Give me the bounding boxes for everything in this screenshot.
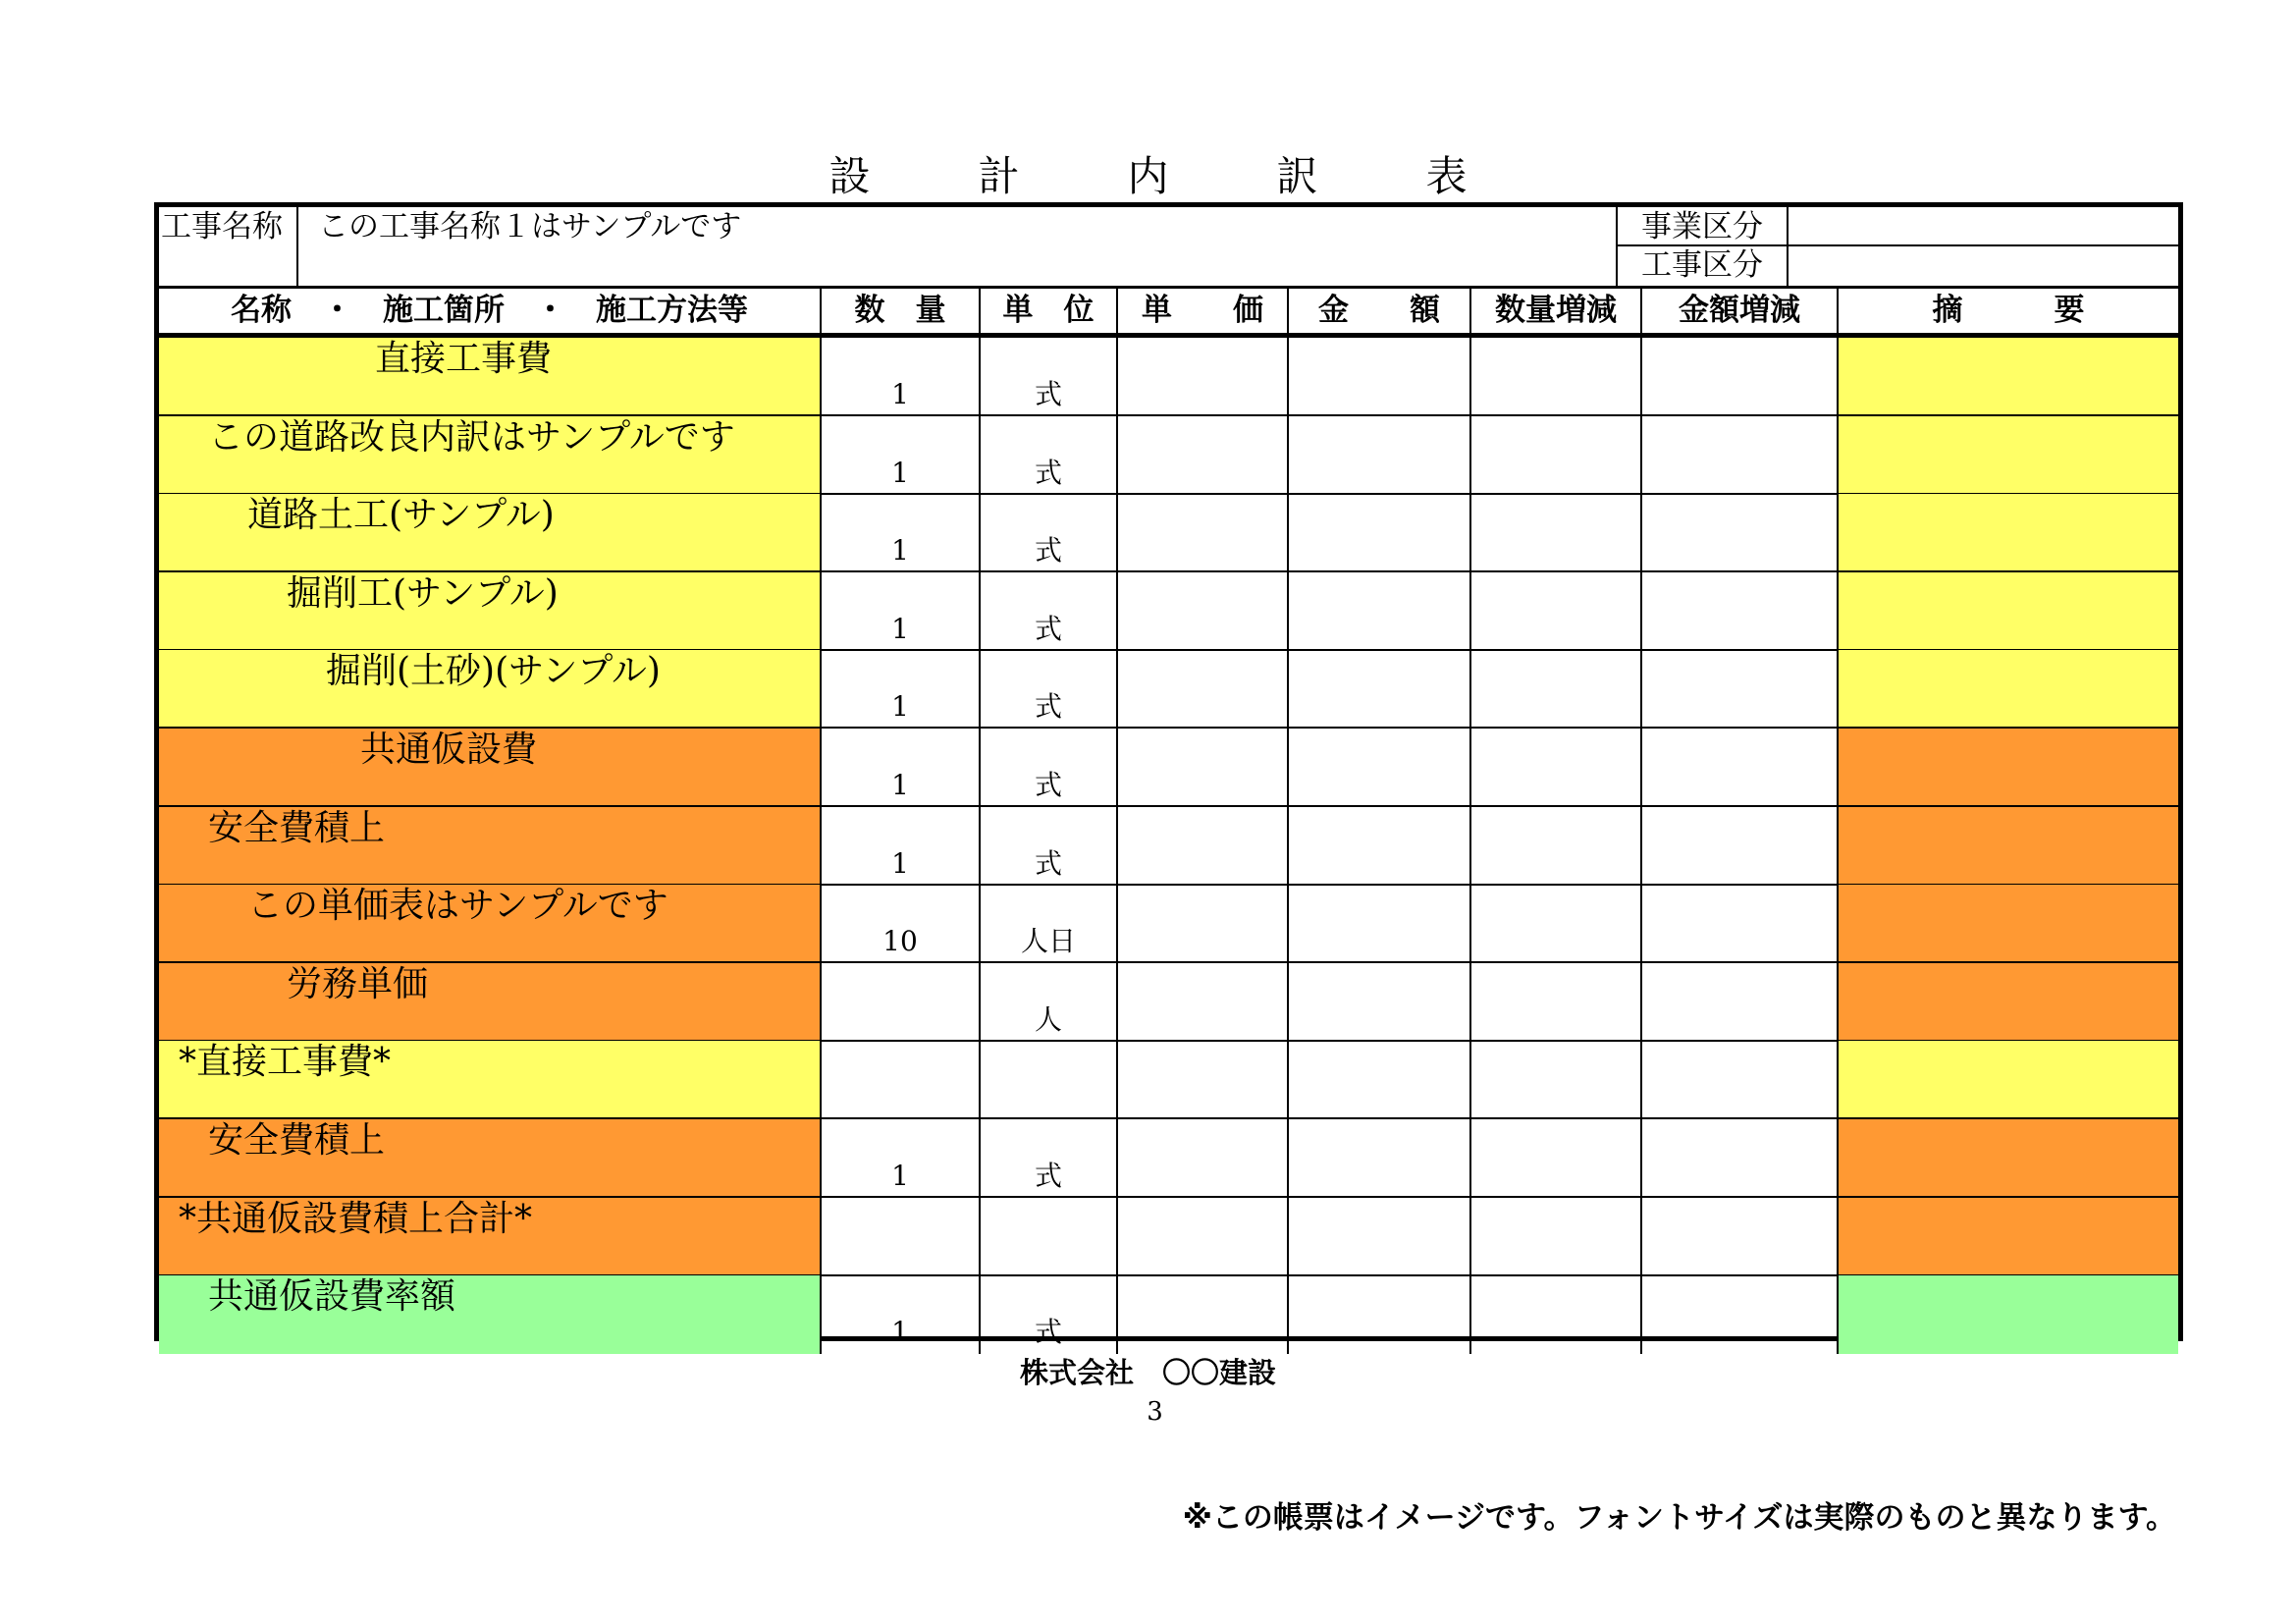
row-quantity — [822, 1198, 981, 1274]
row-quantity: 1 — [822, 572, 981, 649]
work-category-value — [1789, 246, 2178, 286]
row-unit-price — [1118, 885, 1289, 961]
row-quantity: 1 — [822, 416, 981, 493]
row-unit-price — [1118, 572, 1289, 649]
row-remarks — [1839, 572, 2178, 649]
col-amount-change: 金額増減 — [1642, 289, 1839, 333]
row-unit: 式 — [981, 1119, 1118, 1196]
row-quantity: 1 — [822, 494, 981, 570]
row-amount — [1289, 1275, 1471, 1354]
row-remarks — [1839, 807, 2178, 884]
row-amount — [1289, 807, 1471, 884]
table-row — [159, 1119, 2178, 1198]
row-remarks — [1839, 1041, 2178, 1117]
row-unit-price — [1118, 494, 1289, 570]
table-row — [159, 1275, 2178, 1354]
row-quantity: 1 — [822, 1275, 981, 1354]
table-row — [159, 885, 2178, 963]
row-unit: 式 — [981, 416, 1118, 493]
row-name: 安全費積上 — [159, 807, 822, 884]
row-unit-price — [1118, 1119, 1289, 1196]
row-amount-change — [1642, 807, 1839, 884]
row-name: *直接工事費* — [159, 1041, 822, 1117]
row-amount-change — [1642, 572, 1839, 649]
project-name-value: この工事名称１はサンプルです — [298, 207, 1618, 286]
table-row — [159, 963, 2178, 1042]
row-unit: 式 — [981, 650, 1118, 727]
row-amount — [1289, 729, 1471, 805]
row-unit-price — [1118, 1198, 1289, 1274]
row-amount — [1289, 494, 1471, 570]
row-amount — [1289, 1041, 1471, 1117]
row-quantity-change — [1471, 1198, 1642, 1274]
row-quantity: 10 — [822, 885, 981, 961]
row-remarks — [1839, 1275, 2178, 1354]
company-name: 株式会社 〇〇建設 — [1019, 1356, 1276, 1389]
row-unit-price — [1118, 1041, 1289, 1117]
table-row — [159, 416, 2178, 495]
row-amount-change — [1642, 1198, 1839, 1274]
col-amount: 金 額 — [1289, 289, 1471, 333]
row-remarks — [1839, 494, 2178, 570]
row-remarks — [1839, 1198, 2178, 1274]
row-quantity-change — [1471, 494, 1642, 570]
row-quantity — [822, 1041, 981, 1117]
row-name: *共通仮設費積上合計* — [159, 1198, 822, 1274]
row-unit-price — [1118, 650, 1289, 727]
row-quantity — [822, 963, 981, 1040]
row-unit-price — [1118, 338, 1289, 414]
row-unit: 式 — [981, 807, 1118, 884]
row-remarks — [1839, 338, 2178, 414]
row-amount — [1289, 963, 1471, 1040]
row-name: この道路改良内訳はサンプルです — [159, 416, 822, 493]
business-category-value — [1789, 207, 2178, 246]
row-name: 安全費積上 — [159, 1119, 822, 1196]
row-unit: 人日 — [981, 885, 1118, 961]
work-category-label: 工事区分 — [1618, 246, 1789, 286]
row-quantity: 1 — [822, 650, 981, 727]
row-unit: 式 — [981, 1275, 1118, 1354]
row-unit — [981, 1041, 1118, 1117]
row-quantity: 1 — [822, 338, 981, 414]
row-quantity-change — [1471, 963, 1642, 1040]
row-amount — [1289, 572, 1471, 649]
row-name: 掘削工(サンプル) — [159, 572, 822, 649]
row-amount — [1289, 1198, 1471, 1274]
table-row — [159, 1041, 2178, 1119]
table-row — [159, 338, 2178, 416]
disclaimer-note: ※この帳票はイメージです。フォントサイズは実際のものと異なります。 — [1182, 1500, 2176, 1536]
row-amount-change — [1642, 1119, 1839, 1196]
row-remarks — [1839, 1119, 2178, 1196]
row-name: 共通仮設費率額 — [159, 1275, 822, 1354]
row-name: この単価表はサンプルです — [159, 885, 822, 961]
row-amount-change — [1642, 729, 1839, 805]
row-unit-price — [1118, 1275, 1289, 1354]
table-header-info — [159, 207, 2178, 289]
row-name: 労務単価 — [159, 963, 822, 1040]
table-row — [159, 650, 2178, 729]
row-unit: 式 — [981, 494, 1118, 570]
col-remarks: 摘 要 — [1932, 293, 2085, 328]
row-unit: 式 — [981, 338, 1118, 414]
table-row — [159, 572, 2178, 651]
row-quantity: 1 — [822, 807, 981, 884]
row-amount — [1289, 650, 1471, 727]
row-name: 共通仮設費 — [159, 729, 822, 805]
row-quantity-change — [1471, 1119, 1642, 1196]
col-quantity: 数 量 — [822, 289, 981, 333]
business-category-label: 事業区分 — [1618, 207, 1789, 246]
row-amount-change — [1642, 963, 1839, 1040]
row-quantity-change — [1471, 1275, 1642, 1354]
row-quantity-change — [1471, 650, 1642, 727]
row-remarks — [1839, 963, 2178, 1040]
row-unit-price — [1118, 963, 1289, 1040]
table-row — [159, 1198, 2178, 1276]
row-unit: 式 — [981, 729, 1118, 805]
col-name: 名称 ・ 施工箇所 ・ 施工方法等 — [159, 289, 822, 333]
row-remarks — [1839, 885, 2178, 961]
table-row — [159, 494, 2178, 572]
row-name: 掘削(土砂)(サンプル) — [159, 650, 822, 727]
row-amount-change — [1642, 650, 1839, 727]
row-amount-change — [1642, 416, 1839, 493]
row-unit-price — [1118, 416, 1289, 493]
project-name-label: 工事名称 — [159, 207, 298, 286]
row-quantity-change — [1471, 338, 1642, 414]
row-amount — [1289, 1119, 1471, 1196]
row-quantity-change — [1471, 572, 1642, 649]
column-headers — [159, 289, 2178, 338]
row-amount-change — [1642, 1275, 1839, 1354]
row-amount — [1289, 338, 1471, 414]
table-row — [159, 807, 2178, 886]
row-quantity-change — [1471, 807, 1642, 884]
row-remarks — [1839, 416, 2178, 493]
row-amount-change — [1642, 885, 1839, 961]
row-unit — [981, 1198, 1118, 1274]
row-unit: 式 — [981, 572, 1118, 649]
row-remarks — [1839, 729, 2178, 805]
row-quantity-change — [1471, 729, 1642, 805]
row-quantity-change — [1471, 1041, 1642, 1117]
row-name: 直接工事費 — [159, 338, 822, 414]
row-quantity: 1 — [822, 1119, 981, 1196]
row-amount-change — [1642, 494, 1839, 570]
row-amount — [1289, 416, 1471, 493]
col-unit: 単 位 — [981, 289, 1118, 333]
col-unit-price: 単 価 — [1118, 289, 1289, 333]
row-amount-change — [1642, 338, 1839, 414]
table-row — [159, 729, 2178, 807]
page-number: 3 — [1147, 1397, 1163, 1427]
row-unit-price — [1118, 807, 1289, 884]
row-unit: 人 — [981, 963, 1118, 1040]
row-remarks — [1839, 650, 2178, 727]
col-quantity-change: 数量増減 — [1471, 289, 1642, 333]
row-name: 道路土工(サンプル) — [159, 494, 822, 570]
row-quantity-change — [1471, 416, 1642, 493]
row-unit-price — [1118, 729, 1289, 805]
breakdown-table — [154, 202, 2183, 1348]
row-quantity-change — [1471, 885, 1642, 961]
row-quantity: 1 — [822, 729, 981, 805]
row-amount — [1289, 885, 1471, 961]
document-title: 設 計 内 訳 表 — [828, 152, 1501, 200]
row-amount-change — [1642, 1041, 1839, 1117]
